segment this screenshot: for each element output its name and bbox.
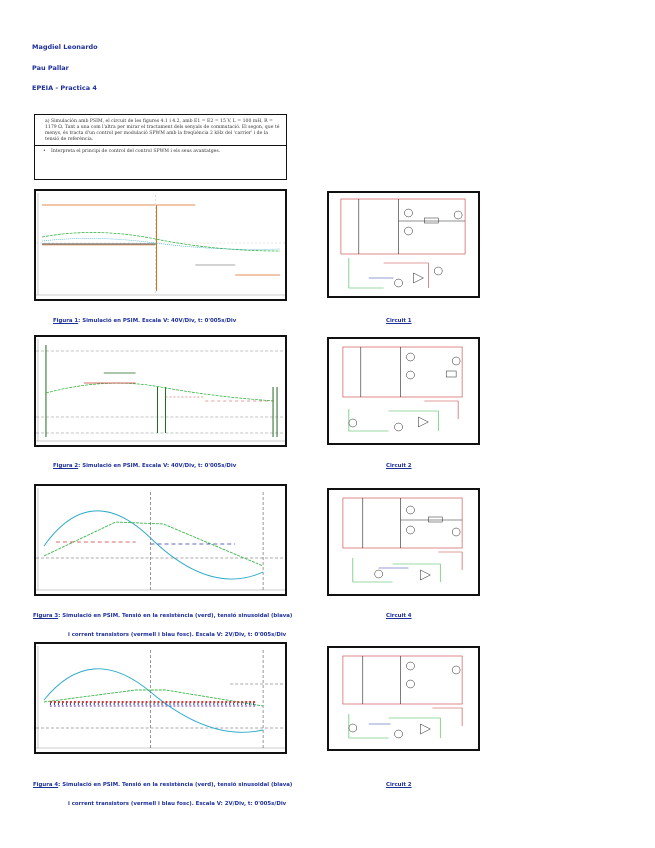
figure-label-2: Figura 2 xyxy=(53,463,79,469)
figure-caption-4 xyxy=(33,782,292,788)
circuit-diagram-3 xyxy=(327,488,480,596)
figure-label-3: Figura 3 xyxy=(33,613,59,619)
circuit-diagram-1 xyxy=(327,191,480,298)
figure-caption-text-4: : Simulació en PSIM. Tensió en la resistència (verd), tensió sinusoidal (blava) xyxy=(58,782,293,788)
simulation-plot-4 xyxy=(34,642,287,754)
circuit-diagram-4 xyxy=(327,646,480,751)
simulation-plot-3 xyxy=(34,484,287,596)
figure-label-1: Figura 1 xyxy=(53,318,79,324)
task-text: Simulación amb PSIM, el circuit de les figures 4.1 i 4.2, amb E1 = E2 = 15 V, L = 100 mH, R = 1179 Ω. Tant a una com l'altra per mirar el tractament dels senyals de commutació. El segon, que té menys, és tracta d'un control per modulació SPWM amb la freqüència 2 kHz del 'carrier' i de la tensió de referència. xyxy=(45,119,280,142)
figure-caption-3-line2: i corrent transistors (vermell i blau fosc). Escala V: 2V/Div, t: 0'005s/Div xyxy=(68,632,287,638)
task-paragraph xyxy=(45,119,280,143)
simulation-plot-2 xyxy=(34,335,287,447)
figure-caption-text-1: : Simulació en PSIM. Escala V: 40V/Div, t: 0'005s/Div xyxy=(78,318,237,324)
figure-caption-3 xyxy=(33,613,292,619)
circuit-label-1: Circuit 1 xyxy=(386,318,412,324)
author-name-2: Pau Pallar xyxy=(32,64,69,72)
figure-caption-text-2: : Simulació en PSIM. Escala V: 40V/Div, t: 0'005s/Div xyxy=(78,463,237,469)
circuit-label-4: Circuit 2 xyxy=(386,782,412,788)
task-box xyxy=(34,114,287,180)
figure-caption-2 xyxy=(53,463,236,469)
simulation-plot-1 xyxy=(34,189,287,301)
figure-caption-text-3: : Simulació en PSIM. Tensió en la resistència (verd), tensió sinusoidal (blava) xyxy=(58,613,293,619)
circuit-label-2: Circuit 2 xyxy=(386,463,412,469)
circuit-diagram-2 xyxy=(327,337,480,445)
author-name-1: Magdiel Leonardo xyxy=(32,43,98,51)
figure-caption-1 xyxy=(53,318,236,324)
task-bullet: • Interpreta el principi de control del control SPWM i els seus avantatges. xyxy=(35,145,286,157)
figure-caption-4-line2: i corrent transistors (vermell i blau fosc). Escala V: 2V/Div, t: 0'005s/Div xyxy=(68,801,287,807)
circuit-label-3: Circuit 4 xyxy=(386,613,412,619)
figure-label-4: Figura 4 xyxy=(33,782,59,788)
task-number: a) xyxy=(45,119,50,124)
course-title: EPEIA - Practica 4 xyxy=(32,84,97,92)
